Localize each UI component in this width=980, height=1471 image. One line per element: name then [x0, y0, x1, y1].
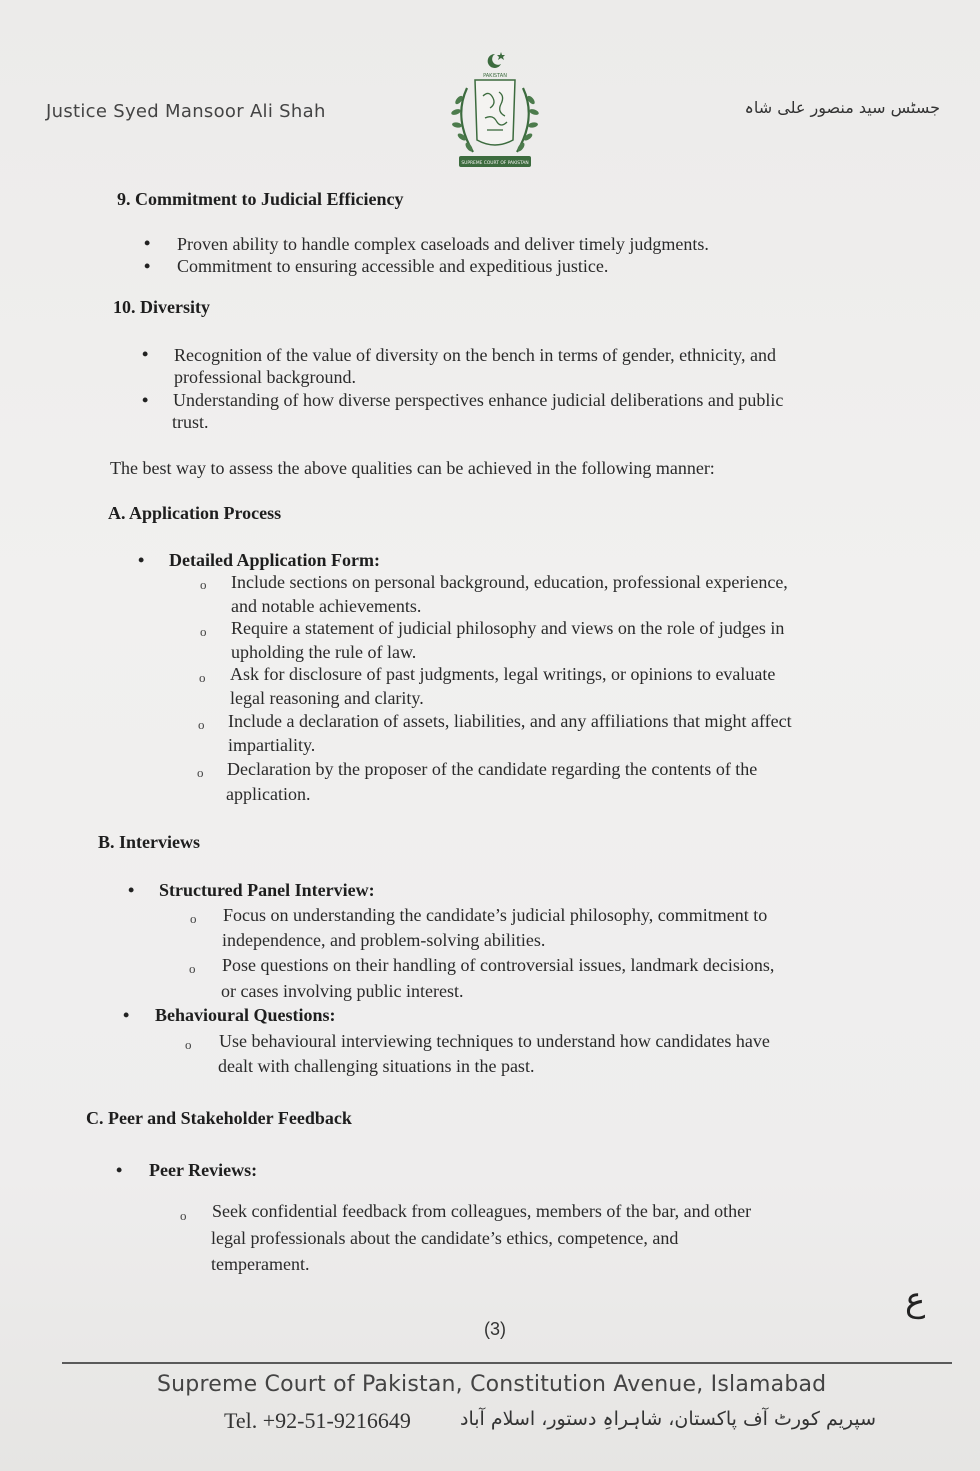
section-10-title: 10. Diversity [113, 297, 210, 317]
section-10-item-1-line-2: professional background. [174, 367, 356, 387]
header-name-urdu: جسٹس سید منصور علی شاہ [744, 98, 940, 117]
section-10-item-2-line-2: trust. [172, 412, 209, 432]
section-a-item-1-line-2: and notable achievements. [231, 596, 422, 616]
bullet-marker: • [144, 256, 151, 276]
footer-divider [62, 1362, 952, 1364]
svg-text:SUPREME COURT OF PAKISTAN: SUPREME COURT OF PAKISTAN [461, 161, 529, 166]
svg-text:PAKISTAN: PAKISTAN [483, 73, 507, 79]
section-10-item-1-line-1: Recognition of the value of diversity on the bench in terms of gender, ethnicity, and [174, 345, 776, 365]
footer-telephone: Tel. +92-51-9216649 [224, 1408, 411, 1433]
section-b-title: B. Interviews [98, 832, 200, 852]
section-b-subheading-2: Behavioural Questions: [155, 1005, 336, 1025]
section-a-item-2-line-1: Require a statement of judicial philosophy and views on the role of judges in [231, 618, 785, 638]
footer-address-urdu: سپریم کورٹ آف پاکستان، شاہراہِ دستور، اسلام آباد [460, 1408, 877, 1430]
section-a-item-5-line-2: application. [226, 784, 311, 804]
section-a-item-3-line-1: Ask for disclosure of past judgments, legal writings, or opinions to evaluate [230, 664, 776, 684]
bullet-marker: • [142, 344, 149, 364]
bullet-marker: • [128, 880, 135, 900]
sub-bullet-marker: o [200, 624, 207, 639]
sub-bullet-marker: o [180, 1208, 187, 1223]
section-c-item-1-line-3: temperament. [211, 1254, 310, 1274]
sub-bullet-marker: o [197, 765, 204, 780]
section-b-item-2-line-2: or cases involving public interest. [221, 981, 464, 1001]
sub-bullet-marker: o [200, 577, 207, 592]
bullet-marker: • [116, 1160, 123, 1180]
bullet-marker: • [123, 1005, 130, 1025]
section-c-item-1-line-2: legal professionals about the candidate’s ethics, competence, and [211, 1228, 679, 1248]
section-b-subheading-1: Structured Panel Interview: [159, 880, 375, 900]
sub-bullet-marker: o [185, 1037, 192, 1052]
intro-paragraph: The best way to assess the above qualities can be achieved in the following manner: [110, 458, 715, 478]
section-a-item-1-line-1: Include sections on personal background, education, professional experience, [231, 572, 788, 592]
supreme-court-emblem [445, 48, 545, 178]
section-b-item-1-line-2: independence, and problem-solving abilities. [222, 930, 546, 950]
section-c-subheading: Peer Reviews: [149, 1160, 258, 1180]
sub-bullet-marker: o [189, 961, 196, 976]
section-9-title: 9. Commitment to Judicial Efficiency [117, 189, 404, 209]
section-10-item-2-line-1: Understanding of how diverse perspectives enhance judicial deliberations and public [173, 390, 784, 410]
page-number: (3) [484, 1319, 506, 1339]
section-a-item-3-line-2: legal reasoning and clarity. [230, 688, 424, 708]
sub-bullet-marker: o [198, 717, 205, 732]
bullet-marker: • [144, 233, 151, 253]
section-a-subheading: Detailed Application Form: [169, 550, 380, 570]
bullet-marker: • [138, 550, 145, 570]
section-b-item-2-line-1: Pose questions on their handling of controversial issues, landmark decisions, [222, 955, 775, 975]
section-a-item-4-line-1: Include a declaration of assets, liabilities, and any affiliations that might affect [228, 711, 792, 731]
section-b-item-1-line-1: Focus on understanding the candidate’s judicial philosophy, commitment to [223, 905, 768, 925]
section-c-title: C. Peer and Stakeholder Feedback [86, 1108, 352, 1128]
section-9-item-2: Commitment to ensuring accessible and expeditious justice. [177, 256, 609, 276]
bullet-marker: • [142, 390, 149, 410]
section-a-title: A. Application Process [108, 503, 282, 523]
section-c-item-1-line-1: Seek confidential feedback from colleagues, members of the bar, and other [212, 1201, 752, 1221]
handwritten-initial: ع [905, 1280, 926, 1320]
section-b-item-3-line-2: dealt with challenging situations in the past. [218, 1056, 535, 1076]
section-9-item-1: Proven ability to handle complex caseloads and deliver timely judgments. [177, 234, 709, 254]
section-a-item-5-line-1: Declaration by the proposer of the candidate regarding the contents of the [227, 759, 758, 779]
sub-bullet-marker: o [190, 911, 197, 926]
section-a-item-2-line-2: upholding the rule of law. [231, 642, 417, 662]
footer-address: Supreme Court of Pakistan, Constitution Avenue, Islamabad [157, 1372, 827, 1397]
header-name-english: Justice Syed Mansoor Ali Shah [46, 101, 326, 122]
section-a-item-4-line-2: impartiality. [228, 735, 316, 755]
section-b-item-3-line-1: Use behavioural interviewing techniques to understand how candidates have [219, 1031, 770, 1051]
sub-bullet-marker: o [199, 670, 206, 685]
